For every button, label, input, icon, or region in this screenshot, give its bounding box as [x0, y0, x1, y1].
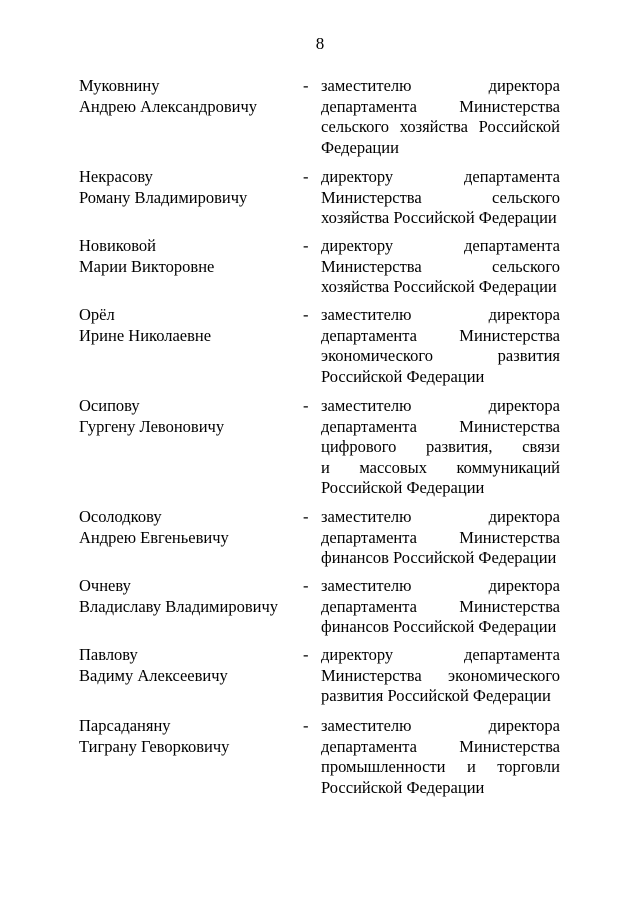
- position-title-line: Российской Федерации: [321, 366, 485, 386]
- person-name-line: Павлову: [79, 645, 138, 664]
- position-title: [321, 576, 560, 638]
- person-name-line: Некрасову: [79, 167, 153, 186]
- position-title-line: Российской Федерации: [321, 478, 485, 497]
- position-title-line: и массовых коммуникаций: [321, 457, 560, 477]
- position-title-line: Министерства экономического: [321, 665, 560, 685]
- person-name: [79, 645, 299, 686]
- person-name-line: Андрею Евгеньевичу: [79, 527, 229, 547]
- person-name-line: Новиковой: [79, 236, 156, 255]
- position-title-line: Министерства сельского: [321, 187, 560, 207]
- position-title-line: заместителю директора: [321, 76, 560, 95]
- person-name: [79, 167, 299, 208]
- position-title: [321, 396, 560, 499]
- position-title-line: промышленности и торговли: [321, 757, 560, 776]
- person-name: [79, 236, 299, 277]
- person-name-line: Парсаданяну: [79, 716, 171, 735]
- position-title-line: финансов Российской Федерации: [321, 548, 557, 567]
- person-name-line: Очневу: [79, 576, 131, 595]
- dash-separator: -: [303, 507, 309, 526]
- person-name-line: Осолодкову: [79, 507, 162, 526]
- position-title-line: Министерства сельского: [321, 256, 560, 276]
- position-title-line: хозяйства Российской Федерации: [321, 277, 557, 296]
- dash-separator: -: [303, 76, 309, 95]
- position-title: [321, 76, 560, 158]
- person-name-line: Тиграну Геворковичу: [79, 736, 230, 756]
- position-title-line: директору департамента: [321, 236, 560, 255]
- position-title-line: директору департамента: [321, 645, 560, 664]
- person-name-line: Гургену Левоновичу: [79, 416, 225, 436]
- position-title-line: заместителю директора: [321, 716, 560, 735]
- dash-separator: -: [303, 645, 309, 664]
- dash-separator: -: [303, 305, 309, 324]
- position-title-line: департамента Министерства: [321, 416, 560, 436]
- dash-separator: -: [303, 396, 309, 415]
- person-name-line: Андрею Александровичу: [79, 96, 257, 116]
- dash-separator: -: [303, 576, 309, 595]
- position-title-line: цифрового развития, связи: [321, 437, 560, 456]
- position-title-line: директору департамента: [321, 167, 560, 186]
- position-title-line: сельского хозяйства Российской: [321, 117, 560, 136]
- person-name-line: Роману Владимировичу: [79, 187, 248, 207]
- position-title: [321, 236, 560, 298]
- position-title-line: финансов Российской Федерации: [321, 617, 557, 636]
- position-title: [321, 645, 560, 707]
- person-name-line: Марии Викторовне: [79, 256, 215, 276]
- position-title: [321, 167, 560, 229]
- page-number: 8: [315, 34, 325, 53]
- dash-separator: -: [303, 236, 309, 255]
- position-title-line: заместителю директора: [321, 576, 560, 595]
- position-title-line: экономического развития: [321, 346, 560, 365]
- position-title-line: департамента Министерства: [321, 736, 560, 756]
- person-name-line: Муковнину: [79, 76, 160, 95]
- position-title-line: Федерации: [321, 137, 399, 157]
- person-name: [79, 396, 299, 437]
- person-name: [79, 507, 299, 548]
- person-name: [79, 305, 299, 346]
- position-title-line: заместителю директора: [321, 396, 560, 415]
- position-title-line: департамента Министерства: [321, 596, 560, 616]
- person-name: [79, 576, 299, 617]
- person-name-line: Владиславу Владимировичу: [79, 596, 278, 616]
- position-title-line: хозяйства Российской Федерации: [321, 208, 557, 227]
- person-name-line: Вадиму Алексеевичу: [79, 665, 228, 685]
- position-title-line: департамента Министерства: [321, 96, 560, 116]
- person-name-line: Ирине Николаевне: [79, 325, 212, 345]
- person-name: [79, 716, 299, 757]
- position-title-line: развития Российской Федерации: [321, 686, 551, 705]
- position-title-line: Российской Федерации: [321, 777, 485, 797]
- position-title-line: заместителю директора: [321, 507, 560, 526]
- position-title: [321, 507, 560, 569]
- person-name: [79, 76, 299, 117]
- position-title-line: заместителю директора: [321, 305, 560, 324]
- position-title-line: департамента Министерства: [321, 527, 560, 547]
- position-title: [321, 716, 560, 798]
- person-name-line: Осипову: [79, 396, 140, 415]
- dash-separator: -: [303, 167, 309, 186]
- position-title: [321, 305, 560, 387]
- dash-separator: -: [303, 716, 309, 735]
- person-name-line: Орёл: [79, 305, 115, 324]
- position-title-line: департамента Министерства: [321, 325, 560, 345]
